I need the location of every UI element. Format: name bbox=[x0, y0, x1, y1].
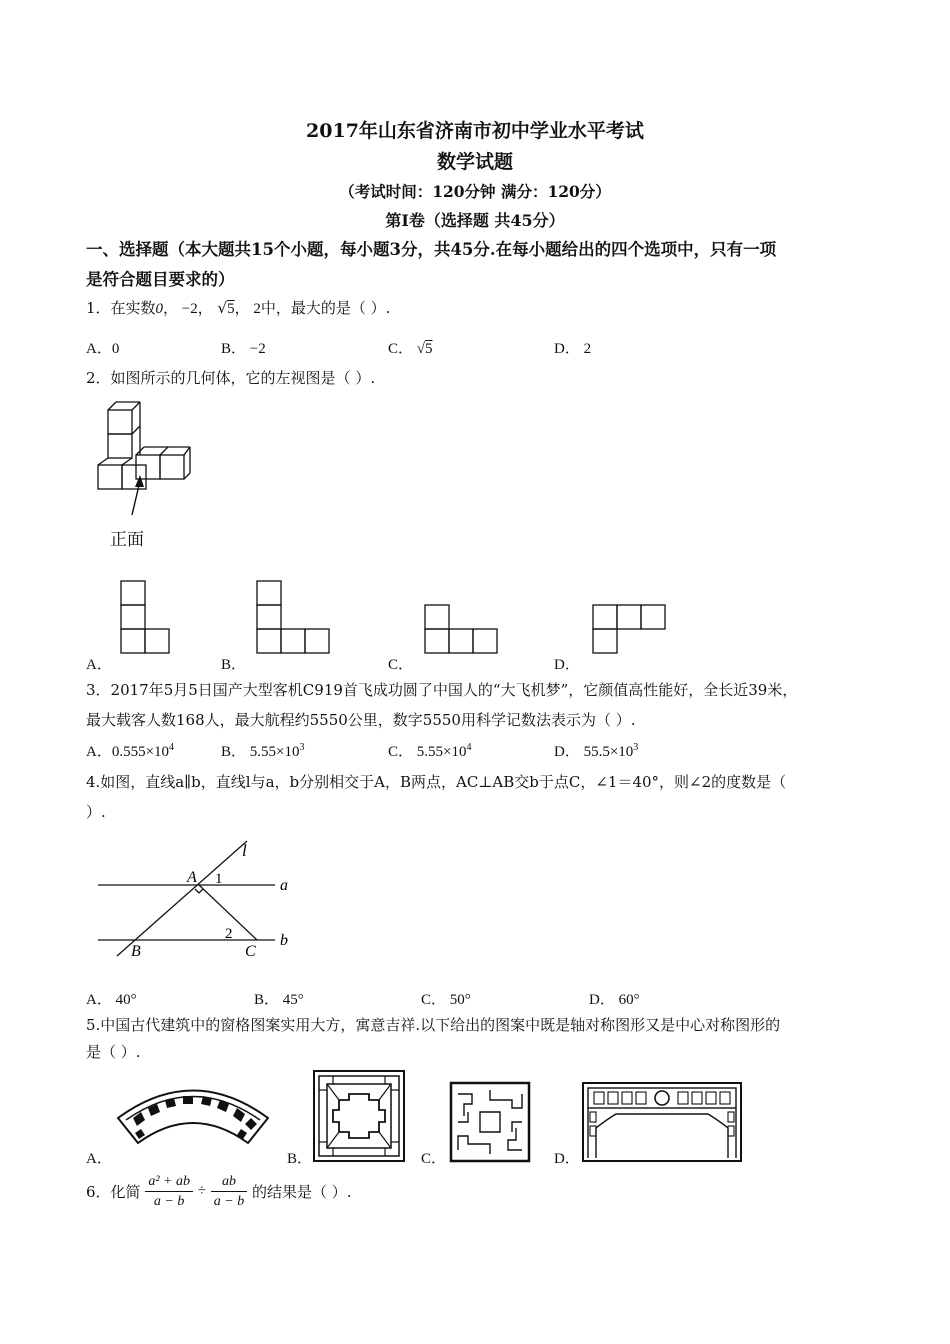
q2-option-d-figure bbox=[592, 604, 667, 655]
q5-option-d-arched-lattice bbox=[582, 1082, 742, 1162]
q4-label-angle1: 1 bbox=[215, 871, 223, 887]
q6-frac1-denominator: a − b bbox=[153, 1194, 185, 1209]
q5-option-a: A． bbox=[86, 1151, 112, 1167]
q4-label-B: B bbox=[131, 943, 141, 960]
q6-post: 的结果是（ ）. bbox=[252, 1183, 352, 1201]
q2-option-a-figure bbox=[120, 580, 170, 655]
question-6 bbox=[86, 1172, 352, 1211]
q3-option-c bbox=[388, 740, 471, 761]
q5-option-a-fan-pattern bbox=[113, 1078, 273, 1158]
q3-option-d-exp: 3 bbox=[633, 742, 639, 753]
question-4-line2: ）. bbox=[86, 803, 106, 821]
q4-option-c: C． 50° bbox=[421, 992, 471, 1008]
q3-option-c-exp: 4 bbox=[466, 742, 472, 753]
q4-label-b: b bbox=[280, 932, 288, 949]
q4-label-C: C bbox=[245, 943, 256, 960]
q2-option-c-figure bbox=[424, 604, 499, 655]
question-5-line2: 是（ ）. bbox=[86, 1043, 141, 1061]
q4-label-angle2: 2 bbox=[225, 926, 233, 942]
q3-option-d-text: D． 55.5×10 bbox=[554, 744, 634, 760]
q5-option-b-square-lattice bbox=[313, 1070, 405, 1162]
q1-sqrt5: 5 bbox=[227, 301, 235, 317]
q5-option-d: D． bbox=[554, 1151, 580, 1167]
q6-frac2-numerator: ab bbox=[211, 1172, 247, 1192]
exam-info: （考试时间：120分钟 满分：120分） bbox=[339, 182, 611, 201]
q6-fraction-1 bbox=[145, 1172, 193, 1211]
q5-option-b: B． bbox=[287, 1151, 313, 1167]
q2-solid-figure bbox=[90, 395, 200, 525]
question-4-line1: 4.如图，直线a∥b，直线l与a，b分别相交于A，B两点，AC⊥AB交b于点C，∠1＝40°，则∠2的度数是（ bbox=[86, 773, 787, 791]
q6-divide-sign: ÷ bbox=[197, 1183, 206, 1199]
q1-n0: 0 bbox=[155, 301, 164, 317]
q2-option-c: C． bbox=[388, 657, 414, 673]
q1-n1: ， −2， bbox=[163, 301, 213, 317]
q6-frac2-denominator: a − b bbox=[213, 1194, 245, 1209]
q6-pre: 6．化简 bbox=[86, 1183, 141, 1201]
q2-option-b-figure bbox=[256, 580, 331, 655]
q3-option-b-exp: 3 bbox=[299, 742, 305, 753]
q1-option-c-label: C． bbox=[388, 341, 414, 357]
q6-fraction-2 bbox=[211, 1172, 247, 1211]
q1-option-c-sqrt: 5 bbox=[425, 341, 433, 357]
q5-option-c-pinwheel-lattice bbox=[450, 1082, 530, 1162]
part-title: 第Ⅰ卷（选择题 共45分） bbox=[385, 211, 565, 230]
q1-option-a: A．0 bbox=[86, 341, 120, 357]
q4-option-d: D． 60° bbox=[589, 992, 640, 1008]
subject-title: 数学试题 bbox=[436, 151, 513, 173]
question-1: 1．在实数0， −2， √5， 2中，最大的是（ ）. bbox=[86, 299, 391, 317]
q3-option-a bbox=[86, 740, 174, 761]
question-3-line2: 最大载客人数168人，最大航程约5550公里，数字5550用科学记数法表示为（ ）. bbox=[86, 711, 636, 729]
q4-label-a: a bbox=[280, 877, 288, 894]
q3-option-b bbox=[221, 740, 304, 761]
q4-label-l: l bbox=[242, 841, 247, 860]
q4-geometry-figure bbox=[95, 838, 310, 968]
q4-option-a: A． 40° bbox=[86, 992, 137, 1008]
q3-option-a-text: A．0.555×10 bbox=[86, 744, 170, 760]
exam-title: 2017年山东省济南市初中学业水平考试 bbox=[306, 120, 644, 142]
q3-option-a-exp: 4 bbox=[169, 742, 175, 753]
section-heading-line1: 一、选择题（本大题共15个小题，每小题3分，共45分.在每小题给出的四个选项中，只有一项 bbox=[86, 240, 777, 259]
question-5-line1: 5.中国古代建筑中的窗格图案实用大方，寓意吉祥.以下给出的图案中既是轴对称图形又是中心对称图形的 bbox=[86, 1016, 781, 1034]
q1-option-b: B． −2 bbox=[221, 341, 266, 357]
q1-n2: ， 2 bbox=[234, 301, 261, 317]
q3-option-b-text: B． 5.55×10 bbox=[221, 744, 300, 760]
q3-option-d bbox=[554, 740, 638, 761]
q6-frac1-numerator: a² + ab bbox=[145, 1172, 193, 1192]
q2-option-b: B． bbox=[221, 657, 247, 673]
q2-option-d: D． bbox=[554, 657, 580, 673]
q5-option-c: C． bbox=[421, 1151, 447, 1167]
q2-option-a: A． bbox=[86, 657, 112, 673]
q1-option-d: D． 2 bbox=[554, 341, 592, 357]
q3-option-c-text: C． 5.55×10 bbox=[388, 744, 467, 760]
question-2: 2．如图所示的几何体，它的左视图是（ ）. bbox=[86, 369, 376, 387]
q4-option-b: B． 45° bbox=[254, 992, 304, 1008]
q1-post: 中，最大的是（ ）. bbox=[260, 299, 391, 317]
question-3-line1: 3．2017年5月5日国产大型客机C919首飞成功圆了中国人的“大飞机梦”，它颜值高性能好，全长近39米， bbox=[86, 681, 798, 699]
q1-option-c: C． √5 bbox=[388, 341, 433, 357]
q4-label-A: A bbox=[187, 869, 197, 886]
q1-pre: 1．在实数 bbox=[86, 299, 156, 317]
q2-front-label: 正面 bbox=[110, 530, 144, 550]
section-heading-line2: 是符合题目要求的） bbox=[86, 270, 235, 289]
